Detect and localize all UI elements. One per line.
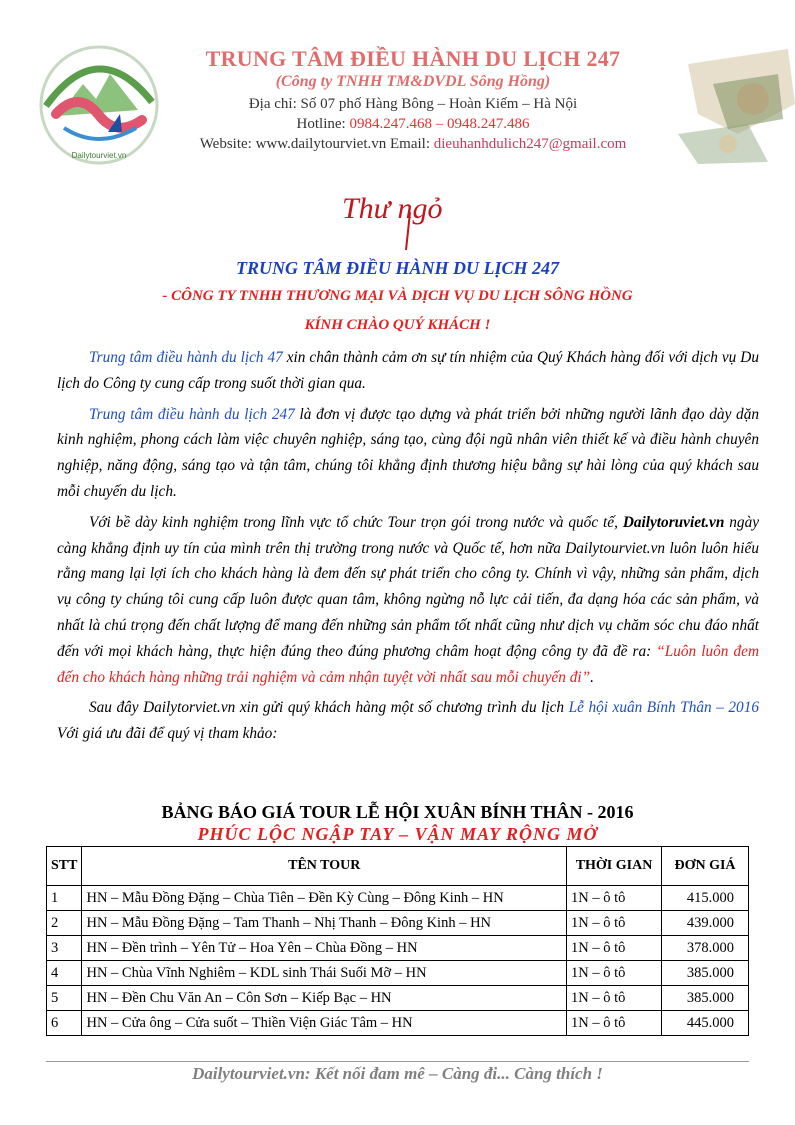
hotline-numbers[interactable]: 0984.247.468 – 0948.247.486 <box>349 116 530 132</box>
address: Địa chỉ: Số 07 phố Hàng Bông – Hoàn Kiếm – Hà Nội <box>248 96 578 112</box>
cell-price: 378.000 <box>662 936 749 961</box>
cell-time: 1N – ô tô <box>567 1011 662 1036</box>
paragraph-1-text: xin chân thành cảm ơn sự tín nhiệm của Quý Khách hàng đối với dịch vụ Du lịch do Công ty cung cấp trong suốt thời gian qua. <box>57 349 759 392</box>
hotline <box>168 116 658 133</box>
footer-divider <box>46 1061 749 1062</box>
paragraph-3-brand: Dailytoruviet.vn <box>622 513 725 531</box>
paragraph-3-text-a: Với bề dày kinh nghiệm trong lĩnh vực tổ chức Tour trọn gói trong nước và quốc tế, <box>89 513 623 531</box>
cell-price: 385.000 <box>662 961 749 986</box>
cell-stt: 5 <box>47 986 82 1011</box>
price-table <box>46 846 749 1036</box>
cell-price: 439.000 <box>662 911 749 936</box>
cell-stt: 3 <box>47 936 82 961</box>
header-stt: STT <box>47 847 82 886</box>
paragraph-4-text-a: Sau đây Dailytorviet.vn xin gửi quý khách hàng một số chương trình du lịch <box>89 699 569 717</box>
cell-stt: 4 <box>47 961 82 986</box>
table-row <box>47 986 749 1011</box>
paragraph-3 <box>57 510 759 691</box>
cell-stt: 6 <box>47 1011 82 1036</box>
paragraph-2 <box>57 402 759 505</box>
center-name: TRUNG TÂM ĐIỀU HÀNH DU LỊCH 247 <box>205 46 621 71</box>
company-logo <box>38 44 160 166</box>
cell-price: 415.000 <box>662 886 749 911</box>
cell-tour-name: HN – Chùa Vĩnh Nghiêm – KDL sinh Thái Suối Mỡ – HN <box>82 961 567 986</box>
decorative-landscape-image <box>658 44 795 166</box>
table-row <box>47 911 749 936</box>
svg-text:Thư ngỏ: Thư ngỏ <box>342 192 443 225</box>
cell-tour-name: HN – Mẫu Đồng Đặng – Tam Thanh – Nhị Thanh – Đông Kinh – HN <box>82 911 567 936</box>
letter-body <box>57 345 759 752</box>
paragraph-4 <box>57 695 759 747</box>
website-email <box>168 136 658 153</box>
paragraph-2-link[interactable]: Trung tâm điều hành du lịch 247 <box>89 405 295 423</box>
header-tour-name: TÊN TOUR <box>82 847 567 886</box>
cell-tour-name: HN – Mẫu Đồng Đặng – Chùa Tiên – Đền Kỳ Cùng – Đông Kinh – HN <box>82 886 567 911</box>
letter-salutation: KÍNH CHÀO QUÝ KHÁCH ! <box>304 317 491 333</box>
header-time: THỜI GIAN <box>567 847 662 886</box>
cell-price: 385.000 <box>662 986 749 1011</box>
table-header-row <box>47 847 749 886</box>
hotline-label: Hotline: <box>296 116 350 132</box>
cell-time: 1N – ô tô <box>567 886 662 911</box>
svg-text:Dailytourviet.vn: Dailytourviet.vn <box>71 151 127 160</box>
cell-tour-name: HN – Đền trình – Yên Tử – Hoa Yên – Chùa Đồng – HN <box>82 936 567 961</box>
cell-tour-name: HN – Đền Chu Văn An – Côn Sơn – Kiếp Bạc – HN <box>82 986 567 1011</box>
letter-heading: TRUNG TÂM ĐIỀU HÀNH DU LỊCH 247 <box>235 258 560 278</box>
cell-time: 1N – ô tô <box>567 986 662 1011</box>
paragraph-3-quote: “Luôn luôn đem đến cho khách hàng những trải nghiệm và cảm nhận tuyệt vời nhất sau mỗi chuyến đi” <box>57 642 759 686</box>
paragraph-1-link[interactable]: Trung tâm điều hành du lịch 47 <box>89 349 283 366</box>
price-table-title: BẢNG BÁO GIÁ TOUR LỄ HỘI XUÂN BÍNH THÂN - 2016 <box>161 802 634 822</box>
email-link[interactable]: dieuhanhdulich247@gmail.com <box>433 136 627 152</box>
paragraph-3-text-b: ngày càng khẳng định uy tín của mình trên thị trường trong nước và Quốc tế, hơn nữa Dailytourviet.vn luôn luôn hiểu rằng mang lại lợi ích cho khách hàng là đem đến sự phát triển cho công ty. Chính vì vậy, những sản phẩm, dịch vụ công ty chúng tôi cung cấp luôn được quan tâm, không ngừng nỗ lực cải tiến, đa dạng hóa các sản phẩm, và nhất là chú trọng đến chất lượng để mang đến những sản phẩm tốt nhất cũng như dịch vụ chăm sóc chu đáo nhất đến với mọi khách hàng, thực hiện đúng theo đúng phương châm hoạt động công ty đã đề ra: <box>57 513 760 660</box>
price-table-slogan: PHÚC LỘC NGẬP TAY – VẬN MAY RỘNG MỞ <box>197 824 598 844</box>
paragraph-4-link[interactable]: Lễ hội xuân Bính Thân – 2016 <box>568 699 759 717</box>
website-label[interactable]: Website: www.dailytourviet.vn Email: <box>199 136 434 152</box>
letter-company-line: - CÔNG TY TNHH THƯƠNG MẠI VÀ DỊCH VỤ DU LỊCH SÔNG HỒNG <box>162 288 633 304</box>
company-name: (Công ty TNHH TM&DVDL Sông Hồng) <box>275 73 551 90</box>
table-row <box>47 936 749 961</box>
paragraph-4-text-b: Với giá ưu đãi để quý vị tham khảo: <box>57 725 278 743</box>
footer-slogan: Dailytourviet.vn: Kết nối đam mê – Càng đi... Càng thích ! <box>192 1064 603 1083</box>
letter-greeting-script <box>330 182 465 252</box>
table-row <box>47 886 749 911</box>
paragraph-3-end: . <box>590 668 594 686</box>
cell-price: 445.000 <box>662 1011 749 1036</box>
cell-time: 1N – ô tô <box>567 911 662 936</box>
table-row <box>47 961 749 986</box>
paragraph-2-text: là đơn vị được tạo dựng và phát triển bởi những người lãnh đạo dày dặn kinh nghiệm, phong cách làm việc chuyên nghiệp, sáng tạo, cùng đội ngũ nhân viên thiết kế và điều hành chuyên nghiệp, năng động, sáng tạo và tận tâm, chúng tôi khẳng định thương hiệu bằng sự hài lòng của quý khách sau mỗi chuyến du lịch. <box>57 405 760 500</box>
cell-stt: 2 <box>47 911 82 936</box>
cell-stt: 1 <box>47 886 82 911</box>
cell-tour-name: HN – Cửa ông – Cửa suốt – Thiền Viện Giác Tâm – HN <box>82 1011 567 1036</box>
cell-time: 1N – ô tô <box>567 936 662 961</box>
table-row <box>47 1011 749 1036</box>
paragraph-1 <box>57 345 759 397</box>
header-price: ĐƠN GIÁ <box>662 847 749 886</box>
cell-time: 1N – ô tô <box>567 961 662 986</box>
